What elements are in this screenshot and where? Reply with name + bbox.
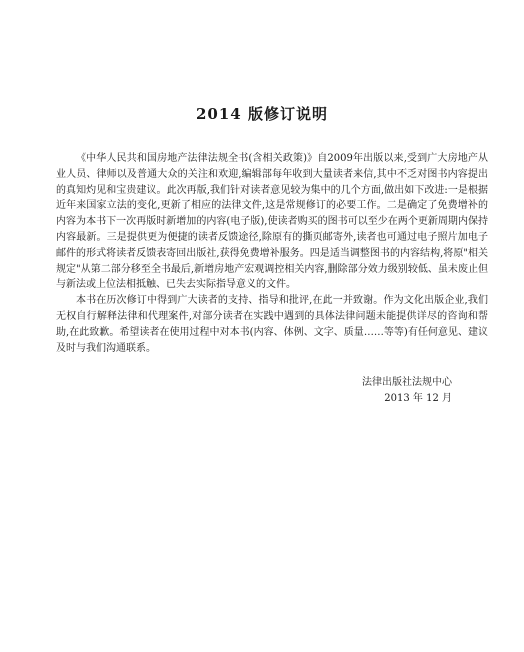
- paragraph-1: 《中华人民共和国房地产法律法规全书(含相关政策)》自2009年出版以来,受到广大房地产从业人员、律师以及普通大众的关注和欢迎,编辑部每年收到大量读者来信,其中不乏对图书内容提出的真知灼见和宝贵建议。此次再版,我们针对读者意见较为集中的几个方面,做出如下改进:一是根据近年来国家立法的变化,更新了相应的法律文件,这是常规修订的必要工作。二是确定了免费增补的内容为本书下一次再版时新增加的内容(电子版),使读者购买的图书可以至少在两个更新周期内保持内容最新。三是提供更为便捷的读者反馈途径,除原有的撕页邮寄外,读者也可通过电子照片加电子邮件的形式将读者反馈表寄回出版社,获得免费增补服务。四是适当调整图书的内容结构,将原"相关规定"从第二部分移至全书最后,新增房地产宏观调控相关内容,删除部分效力级别较低、虽未废止但与新法或上位法相抵触、已失去实际指导意义的文件。: [56, 153, 488, 291]
- publisher-signature: 法律出版社法规中心: [362, 377, 452, 388]
- document-body: [56, 151, 488, 356]
- document-date: 2013 年 12 月: [384, 393, 452, 404]
- document-title: 2014 版修订说明: [196, 105, 328, 123]
- signature-block: [0, 375, 452, 407]
- paragraph-2: 本书在历次修订中得到广大读者的支持、指导和批评,在此一并致谢。作为文化出版企业,我们无权自行解释法律和代理案件,对部分读者在实践中遇到的具体法律问题未能提供详尽的咨询和帮助,在此致歉。希望读者在使用过程中对本书(内容、体例、文字、质量……等等)有任何意见、建议及时与我们沟通联系。: [56, 295, 488, 354]
